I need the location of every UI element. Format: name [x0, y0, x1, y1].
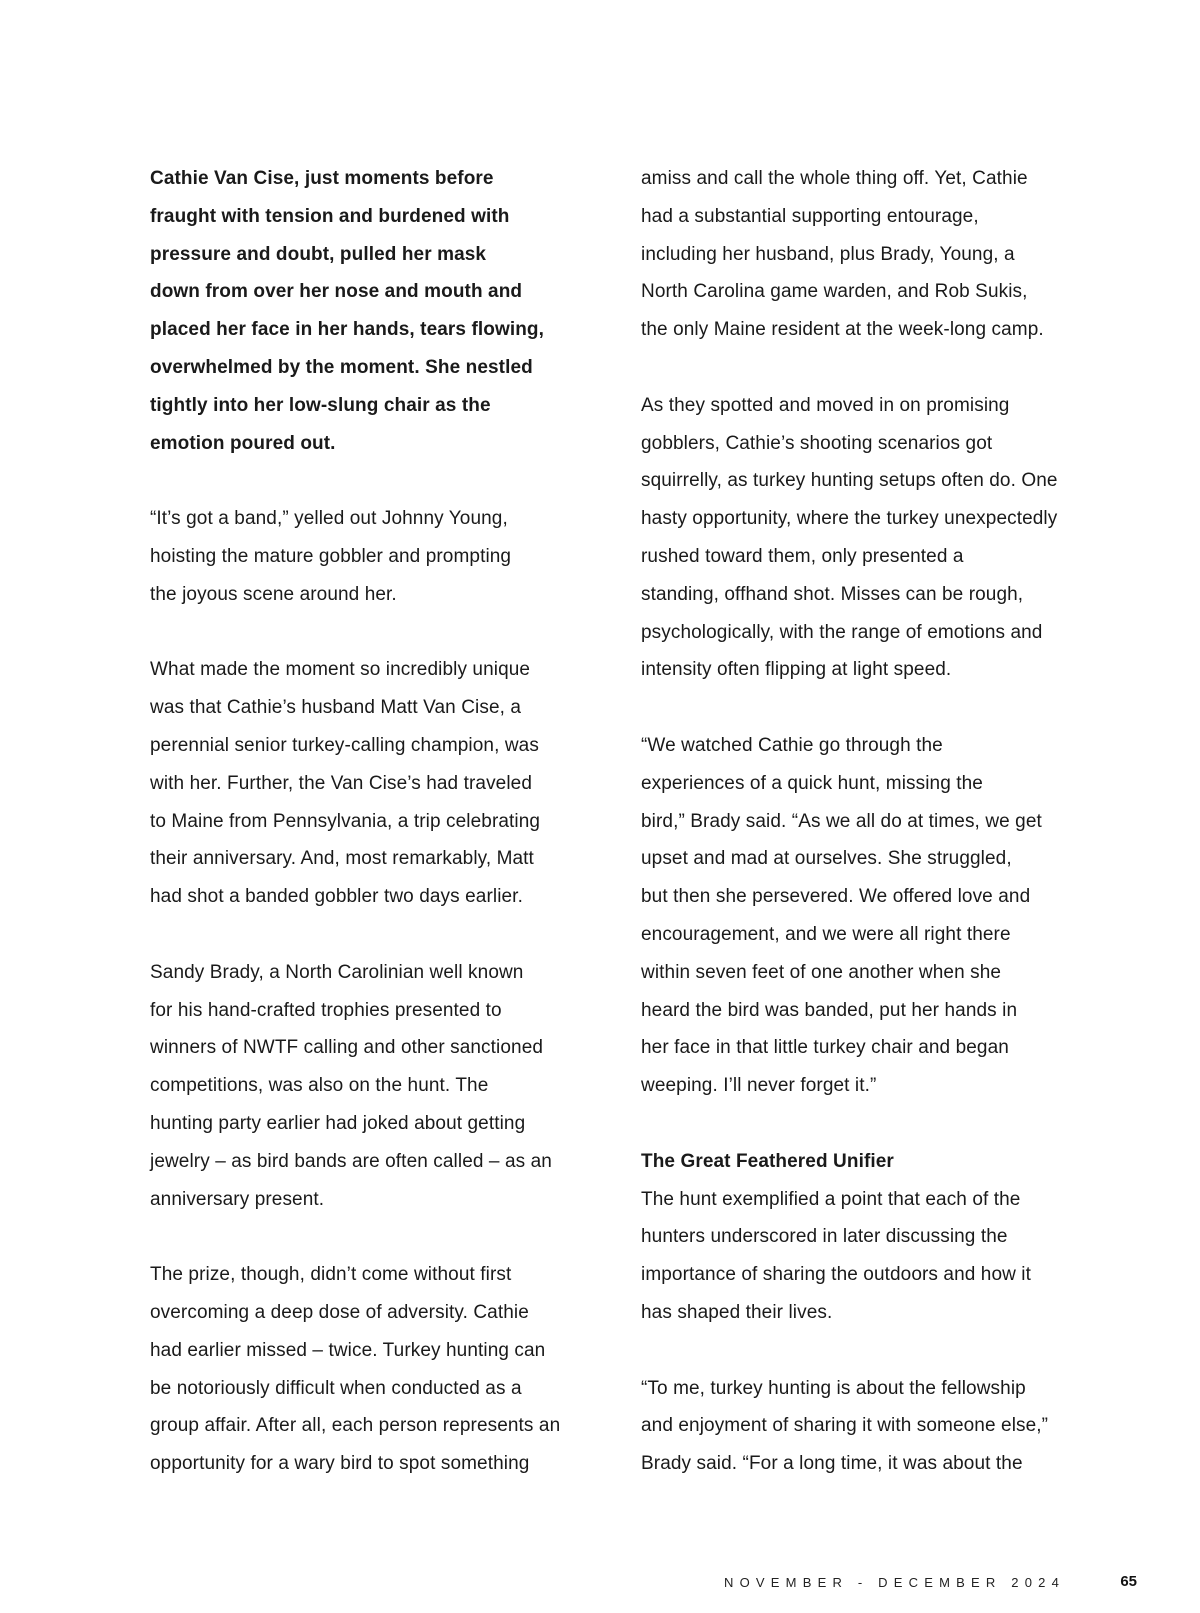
- text-line: “It’s got a band,” yelled out Johnny Young,: [150, 508, 508, 530]
- page-footer: [0, 1575, 1200, 1599]
- text-line: squirrelly, as turkey hunting setups often do. One: [641, 470, 1058, 492]
- text-line: pressure and doubt, pulled her mask: [150, 243, 487, 265]
- text-line: to Maine from Pennsylvania, a trip celebrating: [150, 810, 541, 832]
- text-line: has shaped their lives.: [641, 1301, 833, 1323]
- text-line: group affair. After all, each person represents an: [150, 1415, 561, 1437]
- text-line: but then she persevered. We offered love and: [641, 886, 1031, 908]
- lead-paragraph: [150, 160, 600, 462]
- text-line: fraught with tension and burdened with: [150, 205, 510, 227]
- page-number: 65: [1120, 1573, 1137, 1590]
- text-line: Sandy Brady, a North Carolinian well known: [150, 961, 524, 983]
- text-line: North Carolina game warden, and Rob Sukis,: [641, 281, 1028, 303]
- text-line: and enjoyment of sharing it with someone else,”: [641, 1415, 1049, 1437]
- body-paragraph: [641, 1181, 1096, 1332]
- text-line: standing, offhand shot. Misses can be rough,: [641, 583, 1024, 605]
- text-line: the only Maine resident at the week-long camp.: [641, 319, 1044, 341]
- text-line: hoisting the mature gobbler and prompting: [150, 545, 512, 567]
- text-line: overwhelmed by the moment. She nestled: [150, 356, 533, 378]
- text-line: bird,” Brady said. “As we all do at times, we get: [641, 810, 1042, 832]
- text-line: her face in that little turkey chair and began: [641, 1037, 1009, 1059]
- quote-paragraph: [641, 1370, 1096, 1483]
- text-line: down from over her nose and mouth and: [150, 281, 523, 303]
- text-line: be notoriously difficult when conducted as a: [150, 1377, 522, 1399]
- text-line: had earlier missed – twice. Turkey hunting can: [150, 1339, 546, 1361]
- text-line: The hunt exemplified a point that each of the: [641, 1188, 1021, 1210]
- text-line: emotion poured out.: [150, 432, 336, 454]
- text-line: anniversary present.: [150, 1188, 325, 1210]
- text-line: including her husband, plus Brady, Young, a: [641, 243, 1015, 265]
- text-line: jewelry – as bird bands are often called – as an: [150, 1150, 552, 1172]
- body-paragraph: [641, 160, 1096, 349]
- text-line: for his hand-crafted trophies presented to: [150, 999, 502, 1021]
- body-paragraph: [150, 651, 600, 916]
- text-line: upset and mad at ourselves. She struggled,: [641, 848, 1012, 870]
- text-line: importance of sharing the outdoors and how it: [641, 1264, 1032, 1286]
- body-paragraph: [150, 1256, 600, 1483]
- text-line: had a substantial supporting entourage,: [641, 205, 979, 227]
- text-line: intensity often flipping at light speed.: [641, 659, 952, 681]
- text-line: had shot a banded gobbler two days earlier.: [150, 886, 523, 908]
- text-line: hunters underscored in later discussing the: [641, 1226, 1008, 1248]
- text-line: “To me, turkey hunting is about the fellowship: [641, 1377, 1026, 1399]
- text-line: perennial senior turkey-calling champion, was: [150, 734, 539, 756]
- text-line: weeping. I’ll never forget it.”: [641, 1075, 877, 1097]
- text-line: psychologically, with the range of emotions and: [641, 621, 1043, 643]
- text-line: rushed toward them, only presented a: [641, 545, 964, 567]
- text-line: competitions, was also on the hunt. The: [150, 1075, 489, 1097]
- text-line: gobblers, Cathie’s shooting scenarios got: [641, 432, 993, 454]
- text-line: hasty opportunity, where the turkey unexpectedly: [641, 508, 1058, 530]
- text-line: Cathie Van Cise, just moments before: [150, 168, 494, 189]
- text-line: amiss and call the whole thing off. Yet, Cathie: [641, 168, 1028, 189]
- text-line: What made the moment so incredibly unique: [150, 659, 531, 681]
- text-line: their anniversary. And, most remarkably, Matt: [150, 848, 534, 870]
- text-line: opportunity for a wary bird to spot something: [150, 1453, 530, 1475]
- text-line: heard the bird was banded, put her hands in: [641, 999, 1018, 1021]
- issue-date: NOVEMBER - DECEMBER 2024: [724, 1575, 1065, 1590]
- section-subheading: The Great Feathered Unifier: [641, 1150, 894, 1172]
- text-line: with her. Further, the Van Cise’s had traveled: [150, 772, 532, 794]
- body-paragraph: [150, 954, 600, 1219]
- body-paragraph: [641, 387, 1096, 689]
- text-line: The prize, though, didn’t come without first: [150, 1264, 512, 1286]
- text-line: was that Cathie’s husband Matt Van Cise, a: [150, 697, 522, 719]
- text-line: the joyous scene around her.: [150, 583, 397, 605]
- text-line: experiences of a quick hunt, missing the: [641, 772, 983, 794]
- text-line: As they spotted and moved in on promising: [641, 394, 1010, 416]
- text-line: within seven feet of one another when she: [641, 961, 1002, 983]
- text-line: hunting party earlier had joked about getting: [150, 1112, 526, 1134]
- body-paragraph: [150, 500, 600, 613]
- text-line: placed her face in her hands, tears flowing,: [150, 319, 545, 341]
- text-line: overcoming a deep dose of adversity. Cathie: [150, 1301, 529, 1323]
- left-column: [150, 160, 600, 1521]
- quote-paragraph: [641, 727, 1096, 1105]
- text-line: Brady said. “For a long time, it was about the: [641, 1453, 1023, 1475]
- right-column: [641, 160, 1096, 1521]
- text-line: tightly into her low-slung chair as the: [150, 394, 491, 416]
- text-line: winners of NWTF calling and other sanctioned: [150, 1037, 544, 1059]
- text-line: encouragement, and we were all right there: [641, 923, 1011, 945]
- text-line: “We watched Cathie go through the: [641, 734, 943, 756]
